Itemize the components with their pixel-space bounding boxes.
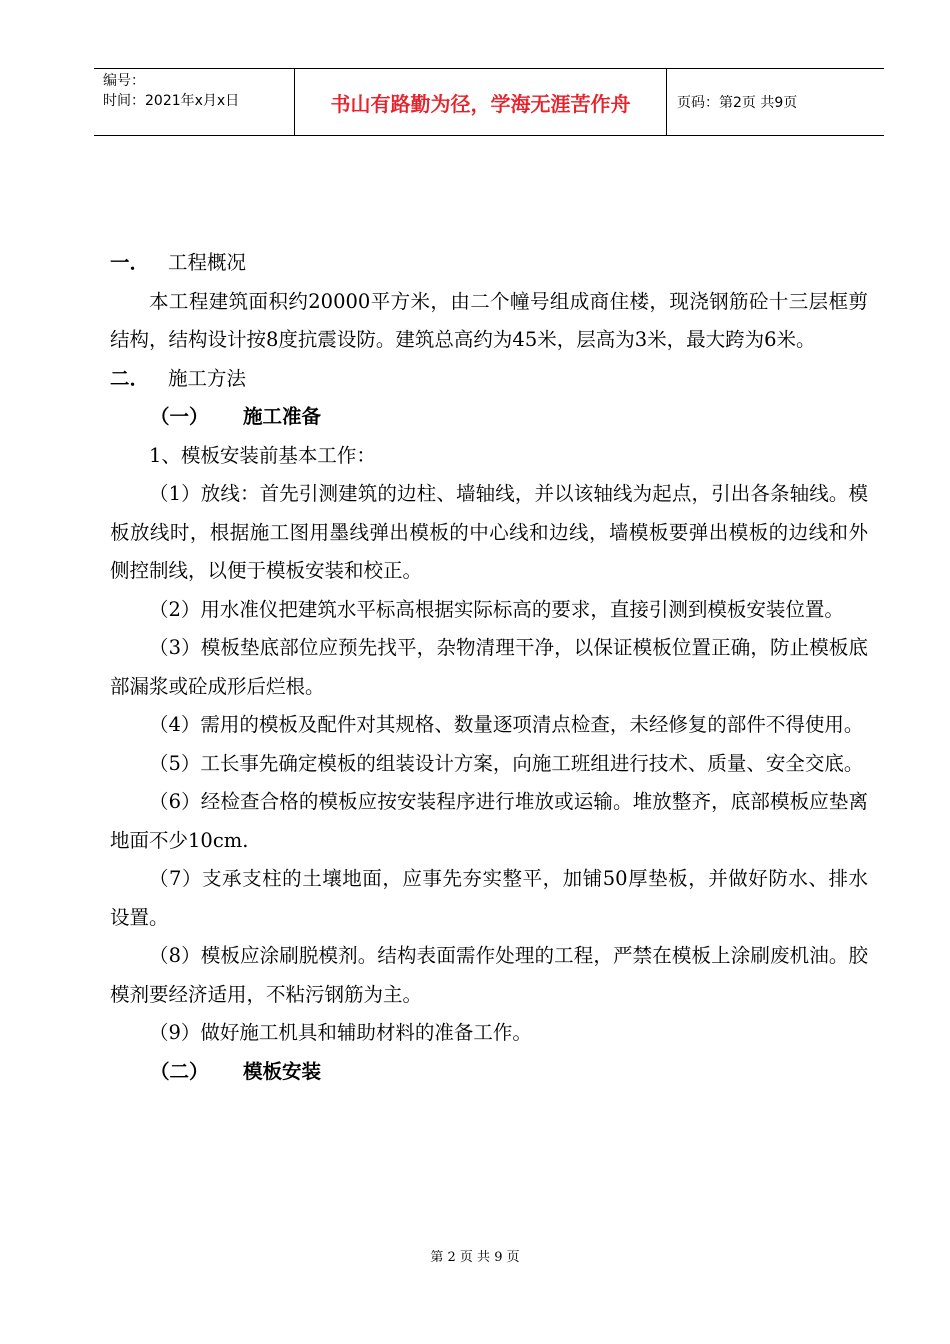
list-item: （3）模板垫底部位应预先找平，杂物清理干净，以保证模板位置正确，防止模板底部漏浆或砼成形后烂根。 (110, 636, 868, 698)
page-footer: 第 2 页 共 9 页 (430, 1250, 520, 1265)
section-number: 二． (110, 366, 150, 390)
list-item: （8）模板应涂刷脱模剂。结构表面需作处理的工程，严禁在模板上涂刷废机油。胶模剂要经济适用，不粘污钢筋为主。 (110, 944, 868, 1006)
list-item: （1）放线：首先引测建筑的边柱、墙轴线，并以该轴线为起点，引出各条轴线。模板放线时，根据施工图用墨线弹出模板的中心线和边线，墙模板要弹出模板的边线和外侧控制线，以便于模板安装和校正。 (110, 482, 868, 582)
section-heading-method (110, 360, 868, 399)
page-header (94, 68, 884, 136)
subsection-number: （二） (150, 1059, 209, 1083)
subsection-number: （一） (150, 405, 209, 428)
document-body (110, 244, 868, 1091)
section-number: 一． (110, 251, 150, 274)
subsection-title: 模板安装 (243, 1059, 322, 1083)
subsection-title: 施工准备 (243, 405, 322, 428)
section-title: 施工方法 (168, 366, 247, 390)
header-meta (94, 69, 295, 135)
header-motto: 书山有路勤为径，学海无涯苦作舟 (295, 69, 667, 135)
overview-paragraph: 本工程建筑面积约20000平方米，由二个幢号组成商住楼，现浇钢筋砼十三层框剪结构，结构设计按8度抗震设防。建筑总高约为45米，层高为3米，最大跨为6米。 (110, 289, 868, 351)
subsection-heading-preparation (110, 398, 868, 437)
list-item: （7）支承支柱的土壤地面，应事先夯实整平，加铺50厚垫板，并做好防水、排水设置。 (110, 867, 868, 929)
list-item: （4）需用的模板及配件对其规格、数量逐项清点检查，未经修复的部件不得使用。 (149, 713, 864, 736)
list-item: （6）经检查合格的模板应按安装程序进行堆放或运输。堆放整齐，底部模板应垫离地面不少10cm. (110, 790, 868, 852)
list-item: （9）做好施工机具和辅助材料的准备工作。 (149, 1021, 532, 1044)
section-heading-overview (110, 244, 868, 283)
header-page-label: 页码：第2页 共9页 (677, 95, 798, 111)
list-item: （2）用水准仪把建筑水平标高根据实际标高的要求，直接引测到模板安装位置。 (149, 597, 844, 621)
list-item: （5）工长事先确定模板的组装设计方案，向施工班组进行技术、质量、安全交底。 (149, 751, 864, 775)
section-title: 工程概况 (168, 251, 247, 274)
item-title: 1、模板安装前基本工作： (149, 443, 376, 467)
subsection-heading-installation (110, 1053, 868, 1092)
document-number-label: 编号： (103, 73, 145, 89)
document-time-label: 时间：2021年x月x日 (103, 93, 240, 109)
